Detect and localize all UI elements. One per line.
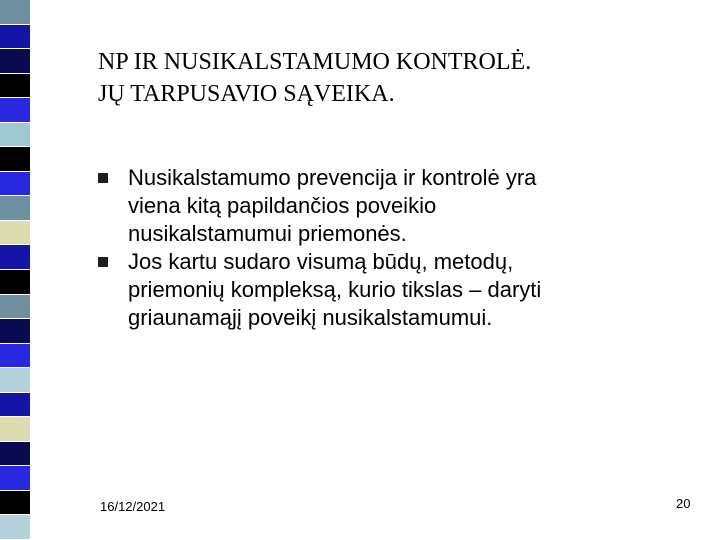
decorative-left-strip <box>0 0 36 540</box>
bullet-2-line-3: griaunamąjį poveikį nusikalstamumui. <box>128 305 493 330</box>
strip-segment <box>0 123 30 148</box>
strip-segment <box>0 0 30 25</box>
strip-segment <box>0 393 30 418</box>
bullet-1-line-3: nusikalstamumui priemonės. <box>128 221 407 246</box>
strip-segment <box>0 25 30 50</box>
strip-segment <box>0 270 30 295</box>
bullet-item-2 <box>98 248 698 332</box>
strip-segment <box>0 98 30 123</box>
slide-title-line-2: JŲ TARPUSAVIO SĄVEIKA. <box>98 81 395 107</box>
strip-segment <box>0 295 30 320</box>
bullet-1-line-2: viena kitą papildančios poveikio <box>128 193 437 218</box>
bullet-1-line-1: Nusikalstamumo prevencija ir kontrolė yra <box>128 165 537 190</box>
strip-segment <box>0 49 30 74</box>
bullet-2-line-2: priemonių kompleksą, kurio tikslas – daryti <box>128 277 542 302</box>
strip-segment <box>0 245 30 270</box>
slide-title-line-1: NP IR NUSIKALSTAMUMO KONTROLĖ. <box>98 49 532 75</box>
bullet-list <box>98 164 698 332</box>
strip-segment <box>0 196 30 221</box>
footer-date: 16/12/2021 <box>100 499 166 514</box>
strip-segment <box>0 319 30 344</box>
strip-segment <box>0 344 30 369</box>
bullet-2-line-1: Jos kartu sudaro visumą būdų, metodų, <box>128 249 514 274</box>
strip-segment <box>0 172 30 197</box>
strip-segment <box>0 74 30 99</box>
square-bullet-icon <box>98 173 108 183</box>
strip-segment <box>0 491 30 516</box>
strip-segment <box>0 466 30 491</box>
strip-segment <box>0 147 30 172</box>
strip-segment <box>0 417 30 442</box>
slide-title <box>98 46 698 110</box>
strip-segment <box>0 515 30 540</box>
bullet-item-1 <box>98 164 698 248</box>
page-number: 20 <box>676 496 691 511</box>
strip-segment <box>0 442 30 467</box>
square-bullet-icon <box>98 257 108 267</box>
strip-segment <box>0 221 30 246</box>
strip-segment <box>0 368 30 393</box>
